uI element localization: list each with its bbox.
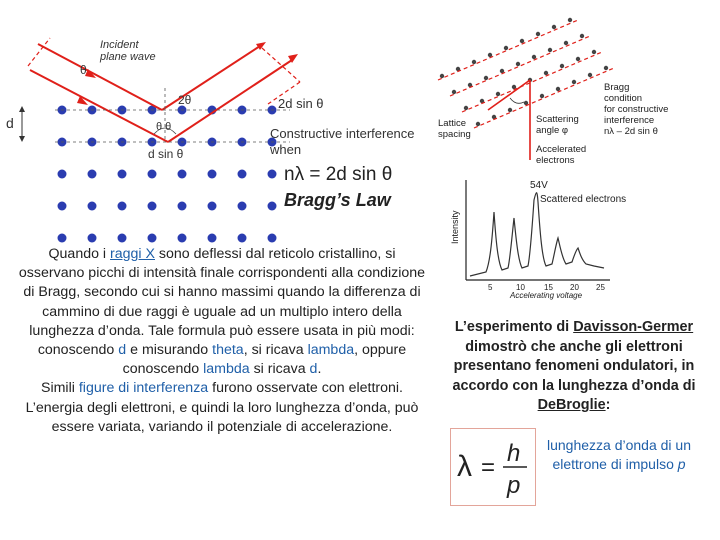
- bragg-condition-label: Bragg: [604, 82, 630, 93]
- davisson-germer-link[interactable]: Davisson-Germer: [573, 319, 694, 335]
- lattice-dot: [208, 170, 217, 179]
- theta-label: θ: [80, 63, 87, 77]
- lattice-dot: [576, 57, 580, 61]
- formula-equals: =: [481, 454, 496, 481]
- tick-label: 20: [570, 283, 579, 292]
- lattice-dot: [238, 202, 247, 211]
- reflected-ray-1: [162, 46, 260, 110]
- lattice-dot: [452, 90, 456, 94]
- y-axis-label: Intensity: [450, 210, 460, 244]
- davisson-germer-text: L’esperimento di Davisson-Germer dimostrò che anche gli elettroni presentano fenomeni ondulatori, in accordo con la lunghezza d’onda di DeBroglie:: [452, 319, 696, 414]
- lattice-dot: [588, 73, 592, 77]
- lattice-dot: [560, 64, 564, 68]
- d-term: d: [309, 361, 318, 378]
- dsin-left-label: d sin θ: [148, 147, 184, 161]
- bragg-diagram: [0, 30, 420, 230]
- lattice-dot: [88, 234, 97, 243]
- tick-label: 15: [544, 283, 553, 292]
- lattice-dot: [178, 170, 187, 179]
- davisson-germer-diagram: [428, 10, 708, 170]
- raggi-x-link[interactable]: raggi X: [110, 246, 155, 262]
- bragg-law-title: Bragg’s Law: [284, 190, 391, 210]
- lattice-dot: [472, 60, 476, 64]
- lattice-dot: [58, 202, 67, 211]
- dsin-right-label: 2d sin θ: [278, 96, 324, 111]
- wavefront-line: [28, 38, 50, 66]
- theta-term: theta: [212, 342, 244, 359]
- lattice-dot: [532, 55, 536, 59]
- two-theta-label: 2θ: [178, 93, 192, 107]
- lattice-dot: [58, 170, 67, 179]
- lattice-dot: [544, 71, 548, 75]
- incident-label: Incident: [100, 39, 139, 51]
- formula-lambda: λ: [457, 450, 472, 483]
- scattering-arc: [510, 98, 524, 103]
- arrow-head: [19, 136, 25, 142]
- formula-graphic: [451, 429, 535, 505]
- intensity-graph: [448, 172, 627, 300]
- tick-label: 5: [488, 283, 493, 292]
- lattice-dot: [536, 32, 540, 36]
- formula-denominator: p: [507, 472, 521, 499]
- lattice-dot: [118, 170, 127, 179]
- lattice-dot: [496, 92, 500, 96]
- lambda-term: lambda: [203, 361, 250, 378]
- lattice-dot: [88, 170, 97, 179]
- lattice-dot: [464, 106, 468, 110]
- lattice-dot: [572, 80, 576, 84]
- scattering-angle-label: Scattering: [536, 114, 579, 125]
- tick-label: 25: [596, 283, 605, 292]
- d-label: d: [6, 115, 14, 131]
- series-label: Scattered electrons: [540, 194, 627, 205]
- scattering-angle-label: angle φ: [536, 125, 569, 136]
- lattice-dot: [556, 87, 560, 91]
- lattice-dot: [118, 202, 127, 211]
- incident-label: plane wave: [100, 51, 156, 63]
- lattice-dot: [564, 41, 568, 45]
- lattice-dot: [178, 202, 187, 211]
- lattice-dot: [148, 202, 157, 211]
- lattice-dot: [520, 39, 524, 43]
- lattice-dot: [148, 234, 157, 243]
- bragg-equation: nλ = 2d sin θ: [284, 164, 393, 185]
- lattice-dot: [58, 234, 67, 243]
- de-broglie-formula: [450, 428, 536, 506]
- figure-interferenza-term: figure di interferenza: [78, 380, 209, 397]
- lattice-dot: [548, 48, 552, 52]
- lattice-dot: [268, 170, 277, 179]
- lattice-dot: [208, 234, 217, 243]
- formula-numerator: h: [507, 440, 521, 467]
- constructive-label: Constructive interference: [270, 126, 415, 141]
- d-term: d: [118, 342, 127, 359]
- lattice-dot: [268, 202, 277, 211]
- lattice-dot: [580, 34, 584, 38]
- lambda-term: lambda: [307, 342, 355, 359]
- lattice-dot: [540, 94, 544, 98]
- lattice-dot: [592, 50, 596, 54]
- bragg-condition-label: interference: [604, 115, 655, 126]
- accelerated-electrons-label: electrons: [536, 155, 575, 166]
- tick-label: 10: [516, 283, 525, 292]
- x-axis-label: Accelerating voltage: [510, 291, 583, 300]
- lattice-spacing-label: Lattice: [438, 118, 466, 129]
- bragg-explanation-text: Quando i raggi X sono deflessi dal reticolo cristallino, si osservano picchi di intensità finale corrispondenti alla condizione di Bragg, secondo cui si hanno massimi quando la differenza di cammino di due raggi è uguale ad un multiplo intero della lunghezza d’onda. Tale formula può essere usata in più modi: conoscendo d e misurando theta, si ricava lambda, oppure conoscendo lambda si ricava d. Simili figure di interferenza furono osservate con elettroni. L’energia degli elettroni, e quindi la loro lunghezza d’onda, può essere variata, variando il potenziale di accelerazione.: [18, 246, 426, 435]
- lattice-dot: [208, 202, 217, 211]
- lattice-dot: [476, 122, 480, 126]
- formula-description: lunghezza d’onda di un elettrone di impulso p: [546, 437, 691, 472]
- lattice-dot: [504, 46, 508, 50]
- lattice-dot: [484, 76, 488, 80]
- incident-ray-2: [30, 70, 168, 142]
- lattice-dot: [88, 202, 97, 211]
- lattice-dot: [238, 234, 247, 243]
- debroglie-link[interactable]: DeBroglie: [537, 397, 606, 414]
- lattice-dot: [440, 74, 444, 78]
- intensity-curve: [470, 193, 604, 276]
- lattice-dot: [568, 18, 572, 22]
- lattice-dot: [148, 170, 157, 179]
- lattice-spacing-label: spacing: [438, 129, 471, 140]
- voltage-label: 54V: [530, 180, 548, 191]
- lattice-dot: [118, 234, 127, 243]
- crystal-dots: [440, 18, 608, 126]
- accelerated-electrons-label: Accelerated: [536, 144, 587, 155]
- arrow-head: [19, 106, 25, 112]
- lattice-dot: [516, 62, 520, 66]
- constructive-label: when: [270, 142, 302, 157]
- lattice-dot: [268, 234, 277, 243]
- lattice-dot: [508, 108, 512, 112]
- bragg-condition-label: nλ – 2d sin θ: [604, 126, 658, 137]
- lattice-dot: [178, 234, 187, 243]
- theta-pair-label: θ θ: [156, 121, 172, 133]
- lattice-dot: [552, 25, 556, 29]
- lattice-dot: [604, 66, 608, 70]
- bragg-condition-label: for constructive: [604, 104, 669, 115]
- scattered-beam: [488, 80, 530, 110]
- bragg-condition-label: condition: [604, 93, 643, 104]
- lattice-dot: [238, 170, 247, 179]
